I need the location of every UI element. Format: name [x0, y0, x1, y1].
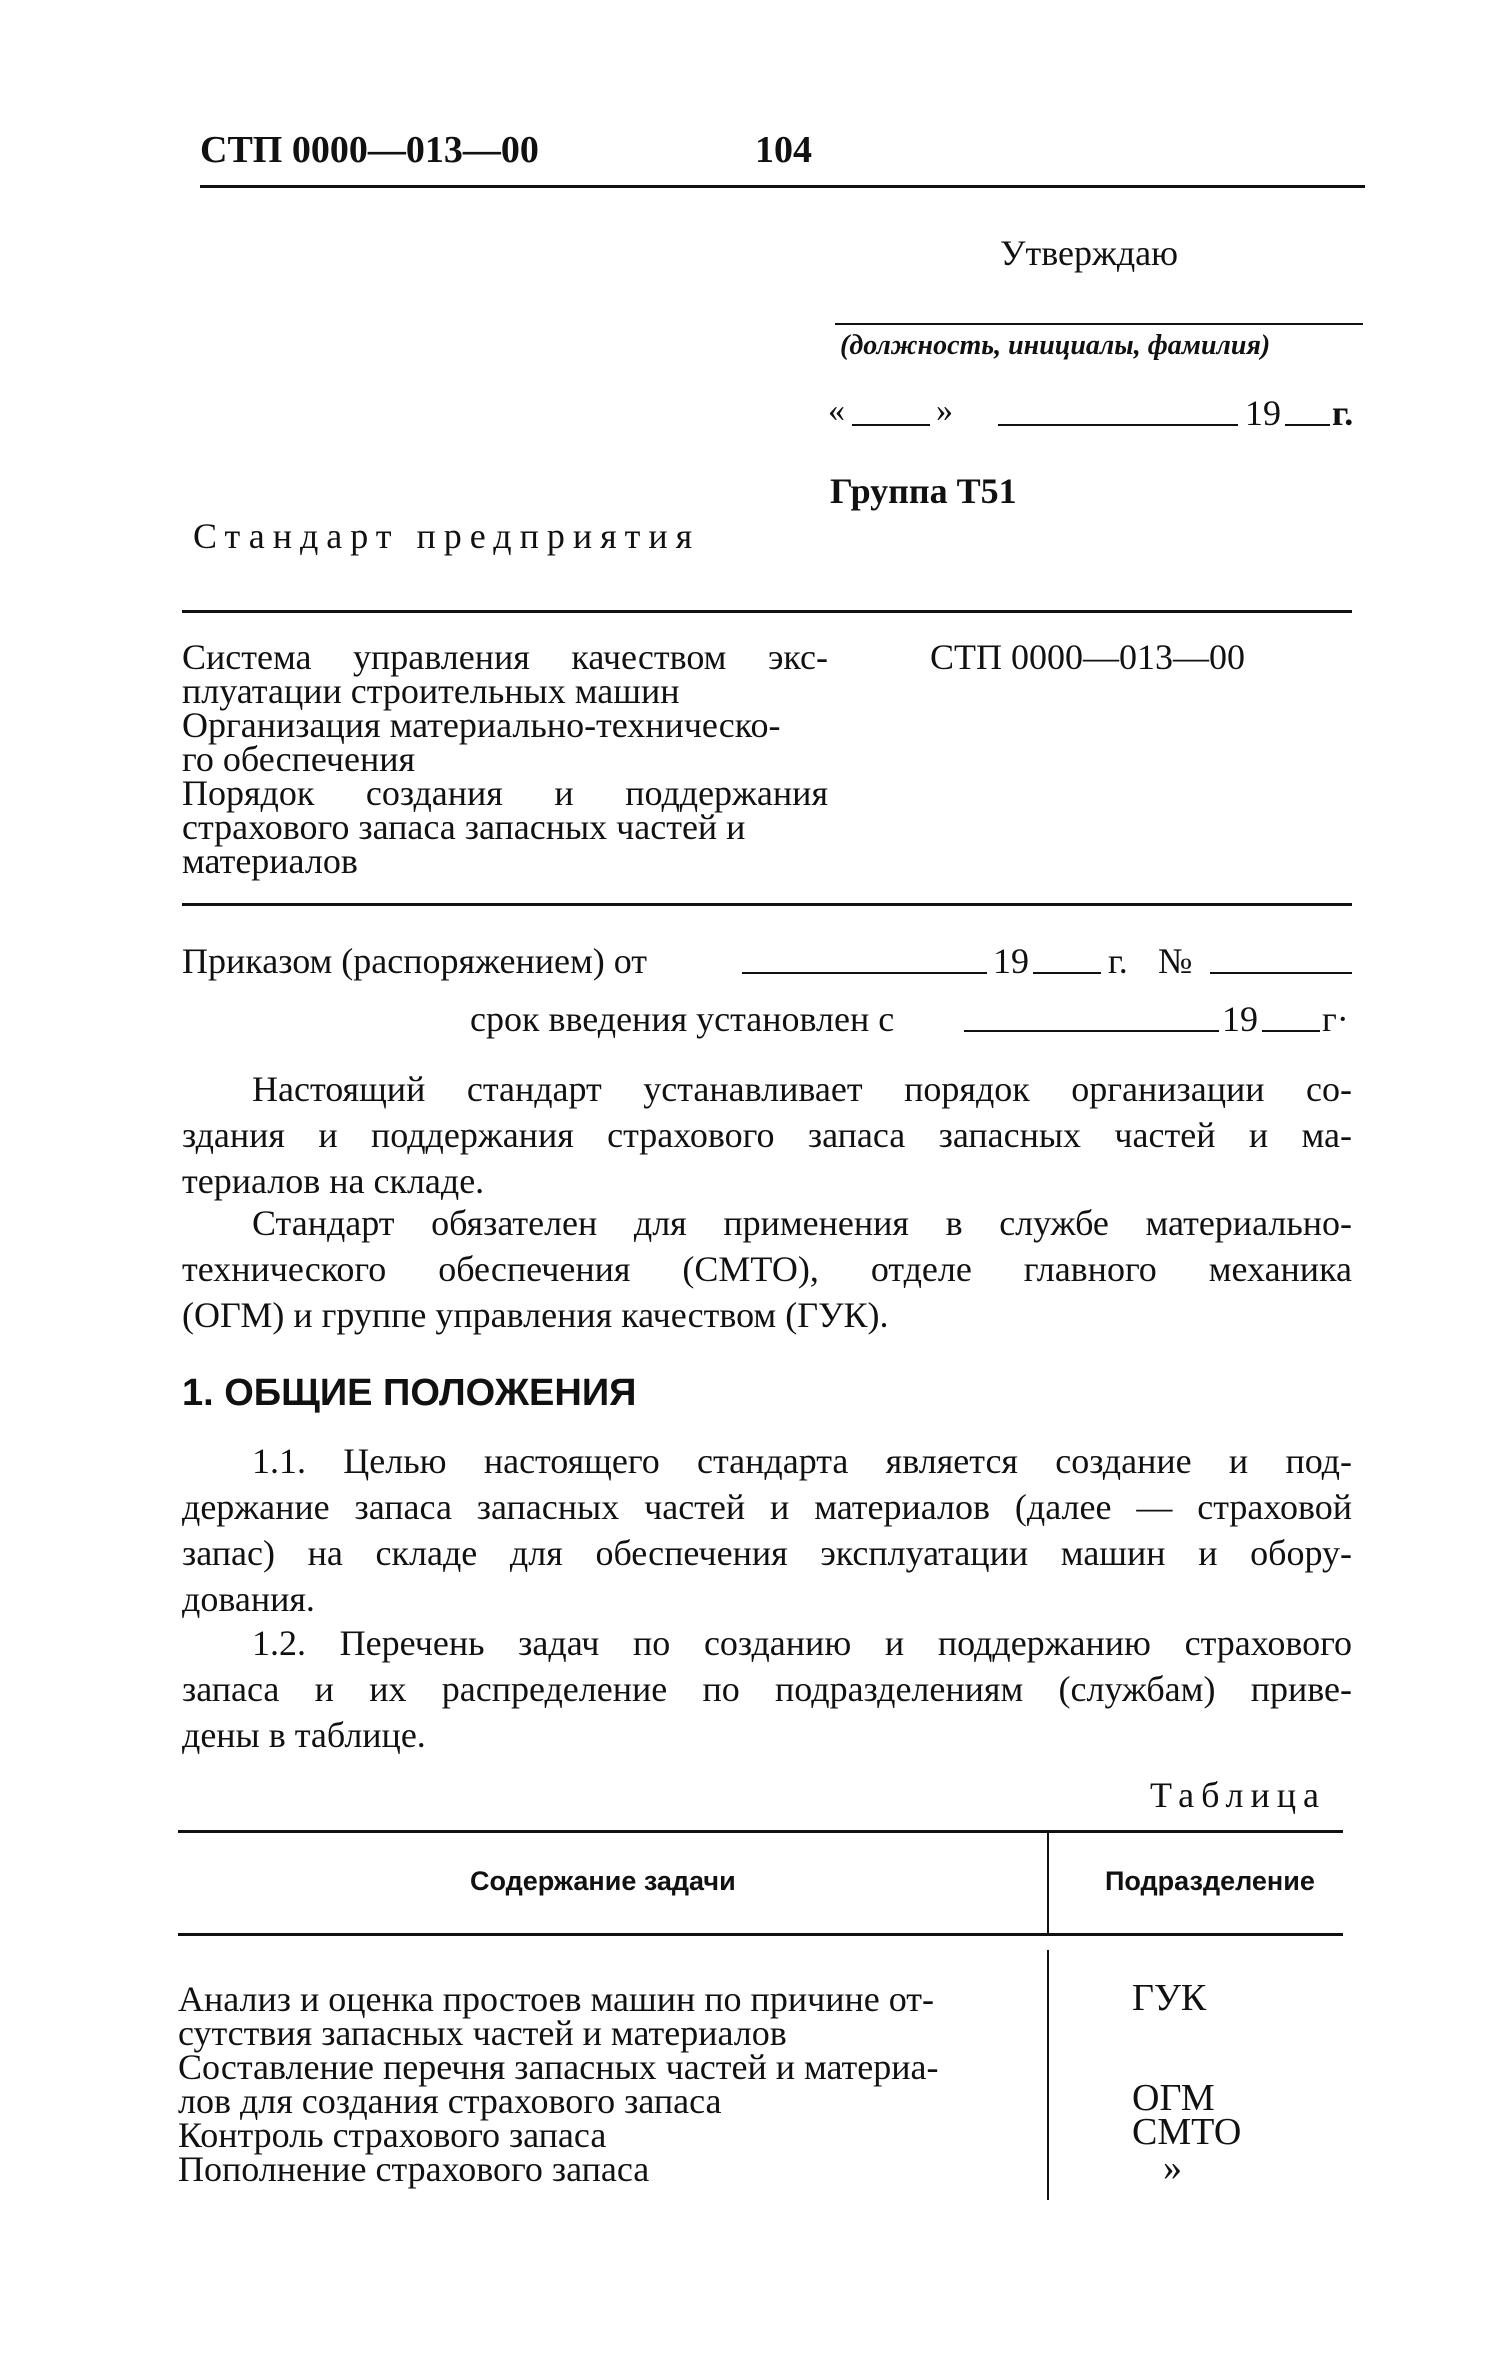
introduction-label: срок введения установлен с [470, 999, 895, 1039]
date-quote-open: « [828, 392, 845, 429]
title-line: Организация материально-техническо- [182, 705, 781, 745]
date-month-blank [998, 424, 1238, 426]
table-department: СМТО [1132, 2111, 1242, 2153]
title-line: плуатации строительных машин [182, 671, 680, 711]
group-code: Группа Т51 [830, 471, 1017, 511]
order-label: Приказом (распоряжением) от [182, 941, 647, 981]
approval-caption: (должность, инициалы, фамилия) [840, 330, 1271, 361]
page-number: 104 [755, 129, 812, 171]
paragraph-line: Настоящий стандарт устанавливает порядок организации со- [252, 1069, 1352, 1109]
paragraph-line: запас) на складе для обеспечения эксплуатации машин и обору- [182, 1533, 1352, 1573]
approval-heading: Утверждаю [1000, 233, 1179, 273]
title-line: Порядок создания и поддержания [182, 773, 828, 813]
table-task-line: Пополнение страхового запаса [178, 2149, 650, 2189]
paragraph-1-1 [182, 1438, 1352, 1622]
paragraph-line: здания и поддержания страхового запаса запасных частей и ма- [182, 1115, 1352, 1155]
order-year-blank [1033, 972, 1101, 974]
paragraph-applicability [182, 1200, 1352, 1338]
section-heading: 1. ОБЩИЕ ПОЛОЖЕНИЯ [182, 1372, 637, 1414]
order-date-blank [742, 972, 987, 974]
table-body-divider [1047, 1950, 1049, 2200]
order-number-blank [1210, 972, 1352, 974]
date-quote-close: » [936, 392, 953, 429]
introduction-year-suffix: г· [1322, 999, 1349, 1039]
order-year-prefix: 19 [993, 941, 1029, 981]
paragraph-line: Стандарт обязателен для применения в службе материально- [252, 1203, 1352, 1243]
title-line: материалов [182, 841, 358, 881]
paragraph-line: (ОГМ) и группе управления качеством (ГУК). [182, 1295, 889, 1335]
introduction-year-prefix: 19 [1222, 999, 1258, 1039]
table-task-line: Составление перечня запасных частей и материа- [178, 2047, 939, 2087]
paragraph-line: дены в таблице. [182, 1715, 426, 1755]
table-label: Таблица [1150, 1775, 1326, 1815]
paragraph-line: держание запаса запасных частей и материалов (далее — страховой [182, 1487, 1352, 1527]
paragraph-line: териалов на складе. [182, 1161, 485, 1201]
date-year-suffix: г. [1332, 393, 1354, 433]
date-year-prefix: 19 [1245, 393, 1281, 433]
table-task-line: Анализ и оценка простоев машин по причине от- [178, 1979, 934, 2019]
introduction-date-blank [964, 1030, 1219, 1032]
table-header-rule [178, 1933, 1343, 1936]
header-document-code: СТП 0000—013—00 [200, 129, 539, 171]
standard-of-enterprise: Стандарт предприятия [193, 516, 701, 556]
paragraph-line: дования. [182, 1579, 315, 1619]
table-header-divider [1047, 1833, 1049, 1933]
approval-signature-line [835, 323, 1363, 325]
title-line: Система управления качеством экс- [182, 637, 828, 677]
table-task-line: лов для создания страхового запаса [178, 2081, 722, 2121]
date-day-blank [852, 424, 930, 426]
order-year-suffix: г. [1108, 941, 1128, 981]
paragraph-line: 1.1. Целью настоящего стандарта является создание и под- [252, 1441, 1352, 1481]
title-line: го обеспечения [182, 739, 416, 779]
paragraph-scope [182, 1066, 1352, 1204]
title-top-rule [182, 610, 1352, 613]
table-department: ОГМ [1132, 2077, 1215, 2119]
table-header-task: Содержание задачи [470, 1866, 736, 1896]
title-document-code: СТП 0000—013—00 [930, 637, 1245, 677]
table-department: » [1163, 2147, 1182, 2189]
table-department: ГУК [1132, 1977, 1207, 2019]
table-task-line: Контроль страхового запаса [178, 2115, 607, 2155]
introduction-year-blank [1262, 1030, 1320, 1032]
table-task-line: сутствия запасных частей и материалов [178, 2013, 787, 2053]
paragraph-line: 1.2. Перечень задач по созданию и поддержанию страхового [252, 1623, 1352, 1663]
table-header-department: Подразделение [1105, 1866, 1315, 1896]
paragraph-line: запаса и их распределение по подразделениям (службам) приве- [182, 1669, 1352, 1709]
order-number-label: № [1158, 941, 1193, 981]
paragraph-1-2 [182, 1620, 1352, 1758]
paragraph-line: технического обеспечения (СМТО), отделе главного механика [182, 1249, 1352, 1289]
title-line: страхового запаса запасных частей и [182, 807, 746, 847]
title-bottom-rule [182, 903, 1352, 906]
date-year-blank [1285, 424, 1330, 426]
header-rule [200, 185, 1365, 188]
table-top-rule [178, 1830, 1343, 1833]
